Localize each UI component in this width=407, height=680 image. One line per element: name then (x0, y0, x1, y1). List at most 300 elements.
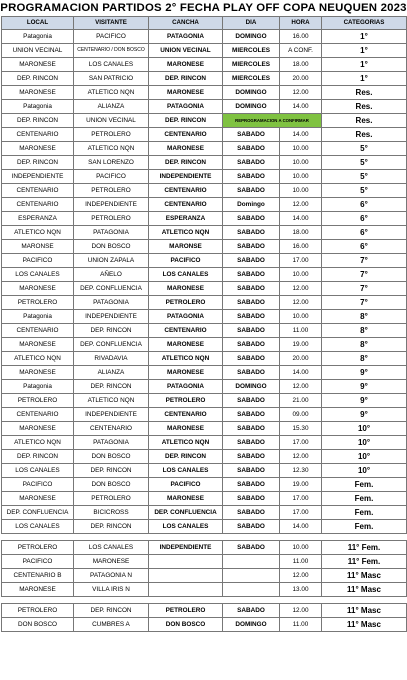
cell-hora: 10.00 (280, 156, 322, 170)
cell-cancha: DEP. RINCON (149, 72, 223, 86)
schedule-table (1, 16, 407, 632)
cell-visitante: DEP. CONFLUENCIA (74, 338, 149, 352)
cell-dia: SABADO (223, 450, 280, 464)
cell-hora: 12.00 (280, 86, 322, 100)
cell-hora: 14.00 (280, 128, 322, 142)
cell-local: MARONESE (2, 142, 74, 156)
cell-visitante: ATLETICO NQN (74, 394, 149, 408)
cell-hora: 12.00 (280, 604, 322, 618)
cell-local: CENTENARIO (2, 198, 74, 212)
cell-local: MARONESE (2, 58, 74, 72)
cell-categoria: Fem. (322, 478, 407, 492)
cell-local: MARONESE (2, 338, 74, 352)
cell-local: CENTENARIO (2, 324, 74, 338)
cell-hora: 12.00 (280, 450, 322, 464)
cell-visitante: ATLETICO NQN (74, 142, 149, 156)
cell-hora: 14.00 (280, 212, 322, 226)
cell-visitante: PETROLERO (74, 212, 149, 226)
cell-cancha: PACIFICO (149, 254, 223, 268)
cell-cancha: MARONESE (149, 422, 223, 436)
cell-dia: DOMINGO (223, 100, 280, 114)
cell-categoria: Res. (322, 86, 407, 100)
cell-categoria: 11° Fem. (322, 541, 407, 555)
cell-cancha: LOS CANALES (149, 464, 223, 478)
cell-cancha: ESPERANZA (149, 212, 223, 226)
cell-local: DEP. RINCON (2, 156, 74, 170)
cell-hora: 12.00 (280, 296, 322, 310)
cell-dia: DOMINGO (223, 86, 280, 100)
cell-cancha: MARONESE (149, 142, 223, 156)
cell-local: UNION VECINAL (2, 44, 74, 58)
cell-categoria: 7° (322, 296, 407, 310)
cell-visitante: LOS CANALES (74, 541, 149, 555)
cell-hora: 13.00 (280, 583, 322, 597)
cell-categoria: 5° (322, 156, 407, 170)
table-row (2, 142, 407, 156)
cell-local: MARONSE (2, 240, 74, 254)
table-row (2, 44, 407, 58)
cell-local: Patagonia (2, 100, 74, 114)
cell-categoria: 10° (322, 422, 407, 436)
cell-categoria: Res. (322, 128, 407, 142)
cell-hora: 10.00 (280, 310, 322, 324)
cell-dia: SABADO (223, 394, 280, 408)
cell-dia: SABADO (223, 338, 280, 352)
cell-visitante: MARONESE (74, 555, 149, 569)
cell-visitante: PATAGONIA N (74, 569, 149, 583)
cell-local: MARONESE (2, 583, 74, 597)
table-row (2, 156, 407, 170)
cell-cancha: CENTENARIO (149, 324, 223, 338)
spacer-cell (2, 597, 407, 604)
cell-dia: SABADO (223, 184, 280, 198)
cell-visitante: PETROLERO (74, 184, 149, 198)
cell-hora: 11.00 (280, 324, 322, 338)
cell-cancha: MARONSE (149, 240, 223, 254)
cell-local: PACIFICO (2, 254, 74, 268)
table-row (2, 408, 407, 422)
table-row (2, 170, 407, 184)
cell-dia: SABADO (223, 324, 280, 338)
cell-hora: 15.30 (280, 422, 322, 436)
cell-dia (223, 583, 280, 597)
cell-dia: SABADO (223, 254, 280, 268)
cell-categoria: 5° (322, 184, 407, 198)
cell-dia: MIERCOLES (223, 44, 280, 58)
cell-dia: SABADO (223, 156, 280, 170)
cell-cancha: PATAGONIA (149, 380, 223, 394)
table-row (2, 450, 407, 464)
cell-categoria: Fem. (322, 506, 407, 520)
cell-local: ATLETICO NQN (2, 226, 74, 240)
cell-visitante: PACIFICO (74, 30, 149, 44)
cell-cancha: UNION VECINAL (149, 44, 223, 58)
cell-cancha: CENTENARIO (149, 128, 223, 142)
cell-visitante: BICICROSS (74, 506, 149, 520)
cell-hora: 10.00 (280, 184, 322, 198)
cell-local: DEP. RINCON (2, 72, 74, 86)
header-local: LOCAL (2, 17, 74, 30)
cell-cancha (149, 569, 223, 583)
table-row (2, 226, 407, 240)
cell-visitante: RIVADAVIA (74, 352, 149, 366)
cell-cancha: LOS CANALES (149, 268, 223, 282)
cell-local: CENTENARIO (2, 408, 74, 422)
cell-visitante: INDEPENDIENTE (74, 198, 149, 212)
cell-hora: 10.00 (280, 268, 322, 282)
cell-dia: SABADO (223, 604, 280, 618)
cell-local: Patagonia (2, 30, 74, 44)
cell-hora: 20.00 (280, 352, 322, 366)
cell-categoria: 10° (322, 436, 407, 450)
cell-dia: SABADO (223, 492, 280, 506)
cell-local: DON BOSCO (2, 618, 74, 632)
cell-visitante: DON BOSCO (74, 450, 149, 464)
cell-categoria: 1° (322, 72, 407, 86)
cell-visitante: PATAGONIA (74, 436, 149, 450)
cell-visitante: ALIANZA (74, 100, 149, 114)
cell-categoria: 8° (322, 338, 407, 352)
cell-local: MARONESE (2, 422, 74, 436)
cell-local: Patagonia (2, 380, 74, 394)
cell-local: ATLETICO NQN (2, 436, 74, 450)
cell-dia: SABADO (223, 282, 280, 296)
cell-hora: 12.00 (280, 198, 322, 212)
cell-visitante: SAN PATRICIO (74, 72, 149, 86)
table-row (2, 282, 407, 296)
table-row (2, 254, 407, 268)
table-row (2, 240, 407, 254)
cell-categoria: 7° (322, 254, 407, 268)
table-row (2, 464, 407, 478)
cell-categoria: 6° (322, 240, 407, 254)
cell-categoria: 10° (322, 450, 407, 464)
header-visitante: VISITANTE (74, 17, 149, 30)
cell-visitante: PACIFICO (74, 170, 149, 184)
cell-categoria: 6° (322, 226, 407, 240)
cell-categoria: 8° (322, 324, 407, 338)
cell-dia: SABADO (223, 268, 280, 282)
cell-local: Patagonia (2, 310, 74, 324)
cell-local: PACIFICO (2, 478, 74, 492)
cell-categoria: 9° (322, 408, 407, 422)
cell-local: CENTENARIO B (2, 569, 74, 583)
table-row (2, 520, 407, 534)
cell-categoria: 8° (322, 310, 407, 324)
cell-dia (223, 555, 280, 569)
cell-visitante: SAN LORENZO (74, 156, 149, 170)
cell-categoria: Fem. (322, 492, 407, 506)
cell-local: LOS CANALES (2, 268, 74, 282)
cell-cancha: PETROLERO (149, 604, 223, 618)
cell-local: CENTENARIO (2, 128, 74, 142)
cell-categoria: 6° (322, 198, 407, 212)
cell-cancha: DEP. RINCON (149, 450, 223, 464)
cell-cancha: DEP. RINCON (149, 114, 223, 128)
cell-hora: 16.00 (280, 240, 322, 254)
table-row (2, 583, 407, 597)
cell-cancha (149, 583, 223, 597)
cell-dia: SABADO (223, 352, 280, 366)
cell-dia: SABADO (223, 520, 280, 534)
cell-categoria: 9° (322, 394, 407, 408)
cell-hora: 17.00 (280, 254, 322, 268)
cell-local: PETROLERO (2, 394, 74, 408)
cell-cancha: CENTENARIO (149, 184, 223, 198)
cell-visitante: CUMBRES A (74, 618, 149, 632)
cell-local: PETROLERO (2, 296, 74, 310)
cell-dia: SABADO (223, 296, 280, 310)
cell-cancha: ATLETICO NQN (149, 436, 223, 450)
cell-cancha: MARONESE (149, 338, 223, 352)
cell-hora: 12.00 (280, 380, 322, 394)
cell-dia: SABADO (223, 226, 280, 240)
cell-cancha: CENTENARIO (149, 408, 223, 422)
table-row (2, 324, 407, 338)
cell-visitante: DON BOSCO (74, 478, 149, 492)
header-row (2, 17, 407, 30)
cell-dia: SABADO (223, 541, 280, 555)
cell-cancha: CENTENARIO (149, 198, 223, 212)
cell-dia: SABADO (223, 366, 280, 380)
cell-dia: Domingo (223, 198, 280, 212)
cell-categoria: 10° (322, 464, 407, 478)
table-row (2, 478, 407, 492)
cell-cancha: MARONESE (149, 366, 223, 380)
cell-cancha: DEP. RINCON (149, 156, 223, 170)
cell-hora: 19.00 (280, 478, 322, 492)
cell-cancha: DON BOSCO (149, 618, 223, 632)
table-row (2, 30, 407, 44)
cell-local: PETROLERO (2, 541, 74, 555)
cell-cancha: PACIFICO (149, 478, 223, 492)
cell-cancha: MARONESE (149, 58, 223, 72)
section-spacer (2, 534, 407, 541)
table-row (2, 128, 407, 142)
table-row (2, 506, 407, 520)
cell-cancha: PATAGONIA (149, 310, 223, 324)
table-row (2, 618, 407, 632)
cell-local: ATLETICO NQN (2, 352, 74, 366)
cell-local: DEP. RINCON (2, 450, 74, 464)
cell-dia: SABADO (223, 408, 280, 422)
cell-visitante: DEP. RINCON (74, 604, 149, 618)
cell-local: MARONESE (2, 366, 74, 380)
cell-visitante: DEP. CONFLUENCIA (74, 282, 149, 296)
page-title: PROGRAMACION PARTIDOS 2° FECHA PLAY OFF COPA NEUQUEN 2023 (0, 2, 407, 14)
cell-visitante: INDEPENDIENTE (74, 408, 149, 422)
cell-visitante: CENTENARIO / DON BOSCO (74, 44, 149, 58)
cell-dia: DOMINGO (223, 618, 280, 632)
cell-categoria: 11° Fem. (322, 555, 407, 569)
table-row (2, 352, 407, 366)
cell-visitante: INDEPENDIENTE (74, 310, 149, 324)
cell-hora: 12.30 (280, 464, 322, 478)
cell-categoria: 11° Masc (322, 618, 407, 632)
table-row (2, 366, 407, 380)
cell-local: INDEPENDIENTE (2, 170, 74, 184)
cell-dia: SABADO (223, 142, 280, 156)
cell-categoria: 11° Masc (322, 604, 407, 618)
cell-categoria: 7° (322, 282, 407, 296)
table-row (2, 555, 407, 569)
cell-visitante: UNION ZAPALA (74, 254, 149, 268)
header-hora: HORA (280, 17, 322, 30)
reprogram-badge: REPROGRAMACION A CONFIRMAR (223, 114, 322, 128)
cell-visitante: DEP. RINCON (74, 464, 149, 478)
cell-dia: MIERCOLES (223, 72, 280, 86)
table-row (2, 212, 407, 226)
header-categorias: CATEGORIAS (322, 17, 407, 30)
cell-local: MARONESE (2, 282, 74, 296)
cell-visitante: DEP. RINCON (74, 324, 149, 338)
cell-local: DEP. CONFLUENCIA (2, 506, 74, 520)
cell-categoria: 6° (322, 212, 407, 226)
cell-cancha (149, 555, 223, 569)
cell-hora: 17.00 (280, 492, 322, 506)
table-row (2, 380, 407, 394)
cell-hora: 20.00 (280, 72, 322, 86)
cell-categoria: Res. (322, 100, 407, 114)
cell-cancha: INDEPENDIENTE (149, 170, 223, 184)
cell-local: LOS CANALES (2, 520, 74, 534)
table-row (2, 422, 407, 436)
table-row (2, 86, 407, 100)
cell-hora: 14.00 (280, 520, 322, 534)
cell-visitante: CENTENARIO (74, 422, 149, 436)
cell-dia: SABADO (223, 128, 280, 142)
cell-cancha: MARONESE (149, 492, 223, 506)
cell-visitante: PETROLERO (74, 492, 149, 506)
table-row (2, 268, 407, 282)
cell-visitante: DON BOSCO (74, 240, 149, 254)
cell-hora: 10.00 (280, 170, 322, 184)
cell-hora: 09.00 (280, 408, 322, 422)
cell-cancha: PATAGONIA (149, 30, 223, 44)
cell-hora: 12.00 (280, 569, 322, 583)
cell-dia: SABADO (223, 464, 280, 478)
cell-cancha: DEP. CONFLUENCIA (149, 506, 223, 520)
table-row (2, 100, 407, 114)
table-row (2, 184, 407, 198)
cell-hora: 14.00 (280, 366, 322, 380)
cell-visitante: DEP. RINCON (74, 520, 149, 534)
cell-cancha: ATLETICO NQN (149, 226, 223, 240)
cell-categoria: 5° (322, 142, 407, 156)
cell-categoria: 8° (322, 352, 407, 366)
table-row (2, 338, 407, 352)
cell-hora: 19.00 (280, 338, 322, 352)
cell-dia: SABADO (223, 240, 280, 254)
cell-hora: 17.00 (280, 436, 322, 450)
cell-hora: 12.00 (280, 282, 322, 296)
cell-dia: SABADO (223, 170, 280, 184)
cell-visitante: DEP. RINCON (74, 380, 149, 394)
cell-cancha: PETROLERO (149, 296, 223, 310)
cell-dia (223, 569, 280, 583)
cell-visitante: LOS CANALES (74, 58, 149, 72)
table-row (2, 198, 407, 212)
table-row (2, 296, 407, 310)
cell-hora: 11.00 (280, 618, 322, 632)
cell-dia: DOMINGO (223, 30, 280, 44)
cell-categoria: Res. (322, 114, 407, 128)
cell-categoria: 9° (322, 380, 407, 394)
cell-categoria: 9° (322, 366, 407, 380)
table-row (2, 436, 407, 450)
cell-visitante: PETROLERO (74, 128, 149, 142)
cell-hora: A CONF. (280, 44, 322, 58)
header-dia: DIA (223, 17, 280, 30)
cell-local: MARONESE (2, 86, 74, 100)
table-row (2, 569, 407, 583)
cell-local: DEP. RINCON (2, 114, 74, 128)
cell-local: CENTENARIO (2, 184, 74, 198)
cell-visitante: AÑELO (74, 268, 149, 282)
cell-categoria: Fem. (322, 520, 407, 534)
cell-visitante: ATLETICO NQN (74, 86, 149, 100)
table-row (2, 394, 407, 408)
cell-hora: 10.00 (280, 142, 322, 156)
table-row (2, 114, 407, 128)
cell-categoria: 5° (322, 170, 407, 184)
cell-hora: 21.00 (280, 394, 322, 408)
cell-cancha: ATLETICO NQN (149, 352, 223, 366)
cell-categoria: 1° (322, 44, 407, 58)
cell-hora: 10.00 (280, 541, 322, 555)
cell-local: PACIFICO (2, 555, 74, 569)
cell-cancha: MARONESE (149, 282, 223, 296)
cell-categoria: 7° (322, 268, 407, 282)
cell-local: ESPERANZA (2, 212, 74, 226)
cell-categoria: 1° (322, 30, 407, 44)
cell-dia: DOMINGO (223, 380, 280, 394)
cell-categoria: 1° (322, 58, 407, 72)
cell-hora: 11.00 (280, 555, 322, 569)
cell-categoria: 11° Masc (322, 583, 407, 597)
cell-visitante: UNION VECINAL (74, 114, 149, 128)
table-row (2, 492, 407, 506)
cell-dia: MIERCOLES (223, 58, 280, 72)
cell-visitante: PATAGONIA (74, 296, 149, 310)
cell-visitante: ALIANZA (74, 366, 149, 380)
cell-dia: SABADO (223, 422, 280, 436)
cell-local: LOS CANALES (2, 464, 74, 478)
cell-hora: 17.00 (280, 506, 322, 520)
cell-dia: SABADO (223, 310, 280, 324)
cell-cancha: PETROLERO (149, 394, 223, 408)
table-row (2, 58, 407, 72)
cell-cancha: MARONESE (149, 86, 223, 100)
cell-hora: 18.00 (280, 58, 322, 72)
section-spacer (2, 597, 407, 604)
cell-dia: SABADO (223, 436, 280, 450)
table-row (2, 72, 407, 86)
cell-local: PETROLERO (2, 604, 74, 618)
cell-hora: 16.00 (280, 30, 322, 44)
cell-cancha: PATAGONIA (149, 100, 223, 114)
cell-hora: 18.00 (280, 226, 322, 240)
cell-cancha: LOS CANALES (149, 520, 223, 534)
table-row (2, 541, 407, 555)
spacer-cell (2, 534, 407, 541)
table-row (2, 310, 407, 324)
cell-visitante: VILLA IRIS N (74, 583, 149, 597)
cell-cancha: INDEPENDIENTE (149, 541, 223, 555)
cell-hora: 14.00 (280, 100, 322, 114)
cell-categoria: 11° Masc (322, 569, 407, 583)
header-cancha: CANCHA (149, 17, 223, 30)
